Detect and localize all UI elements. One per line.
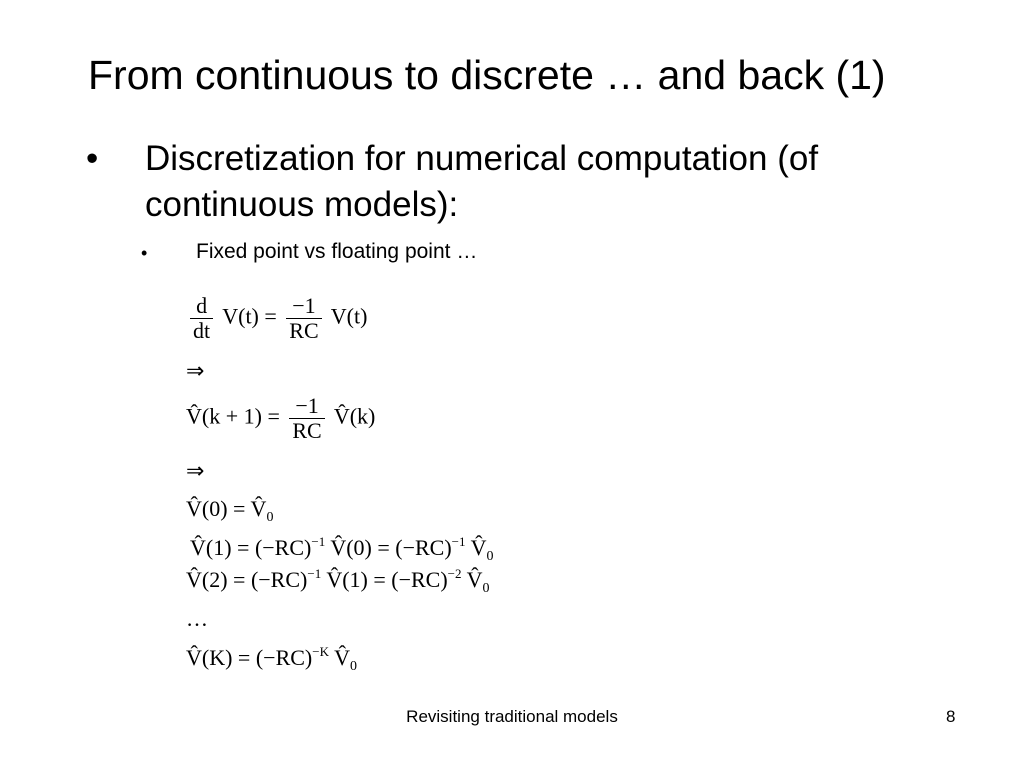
fraction-numerator: −1: [289, 394, 324, 419]
ellipsis: …: [186, 606, 208, 631]
fraction-minus-one-over-rc: [289, 394, 324, 443]
sub-bullet-marker: •: [141, 243, 148, 263]
equation-step-2: [186, 566, 490, 597]
equation-part: V̂(1) = (−RC): [190, 535, 312, 560]
superscript: −K: [312, 644, 329, 659]
subscript: 0: [482, 581, 490, 596]
equation-rhs: V(t): [330, 303, 368, 329]
implies-symbol: ⇒: [186, 358, 205, 383]
fraction-denominator: RC: [289, 318, 319, 343]
slide-title: From continuous to discrete … and back (1): [88, 52, 886, 98]
equation-part: V̂(K) = (−RC): [186, 645, 313, 670]
sub-bullet-fixed-point: Fixed point vs floating point …: [196, 240, 478, 263]
superscript: −1: [307, 566, 322, 581]
equation-initial: [186, 496, 273, 526]
bullet-marker: •: [86, 139, 99, 178]
fraction-numerator: d: [190, 294, 213, 319]
fraction-denominator: RC: [292, 418, 322, 443]
fraction-minus-one-over-rc: [286, 294, 321, 343]
superscript: −1: [451, 534, 466, 549]
fraction-d-dt: [190, 294, 213, 343]
equation-step-1: [190, 534, 494, 565]
equation-part: V̂(2) = (−RC): [186, 567, 308, 592]
equation-part: V̂(0) = (−RC): [330, 535, 452, 560]
equation-lhs: V(t) =: [222, 303, 277, 329]
fraction-numerator: −1: [286, 294, 321, 319]
subscript: 0: [266, 510, 274, 525]
equation-part: V̂: [334, 645, 350, 670]
equation-differential: [186, 294, 367, 343]
bullet-discretization: Discretization for numerical computation (of continuous models):: [145, 139, 819, 224]
implies-symbol: ⇒: [186, 458, 205, 483]
page-number: 8: [946, 707, 956, 726]
equation-step-k: [186, 644, 357, 675]
subscript: 0: [486, 549, 494, 564]
equation-text: V̂(0) = V̂: [186, 496, 267, 521]
equation-difference: [186, 394, 375, 443]
equation-part: V̂: [470, 535, 487, 560]
footer-text: Revisiting traditional models: [406, 707, 618, 726]
superscript: −2: [447, 566, 462, 581]
equation-lhs: V̂(k + 1) =: [186, 403, 280, 429]
superscript: −1: [311, 534, 326, 549]
subscript: 0: [349, 659, 357, 674]
fraction-denominator: dt: [193, 318, 211, 343]
equation-part: V̂(1) = (−RC): [326, 567, 448, 592]
equation-part: V̂: [466, 567, 483, 592]
equation-rhs: V̂(k): [333, 403, 376, 429]
